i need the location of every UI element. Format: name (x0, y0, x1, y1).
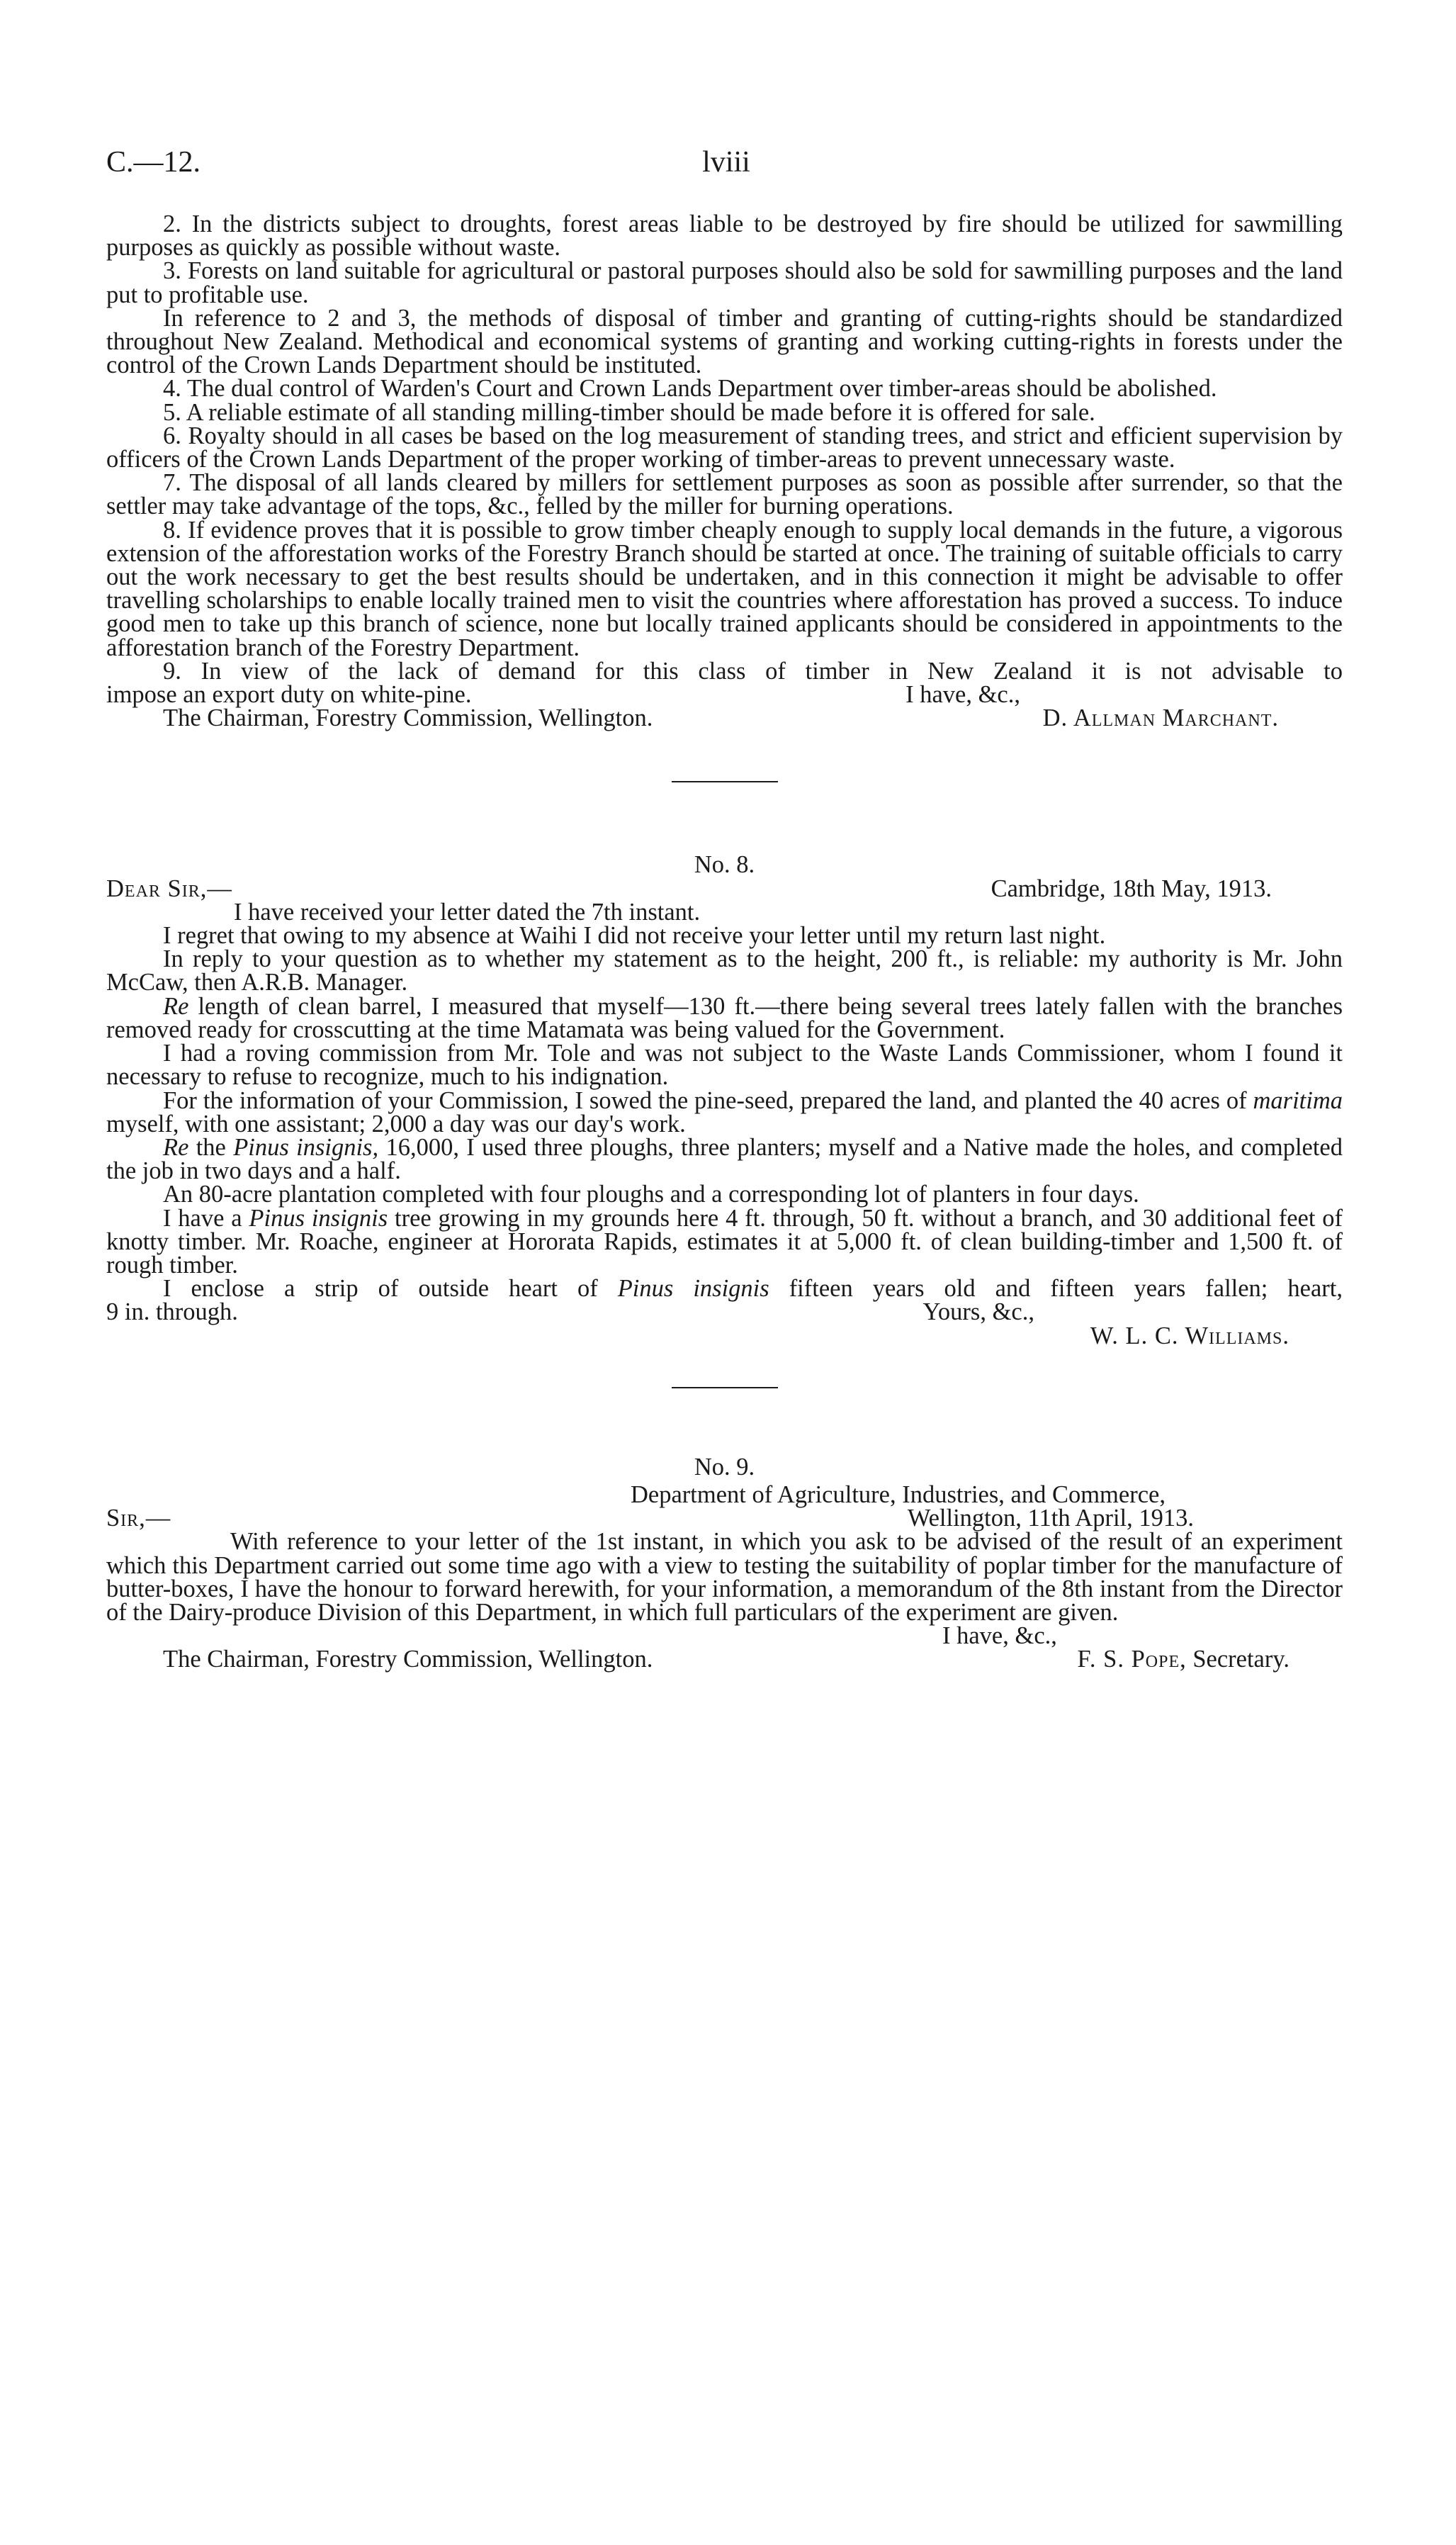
paragraph-text: I enclose a strip of outside heart of (163, 1275, 618, 1303)
paragraph: In reply to your question as to whether my statement as to the height, 200 ft., is reliable: my authority is Mr. John McCaw, then A.R.B. Manager. (106, 945, 1343, 996)
paragraph-end: impose an export duty on white-pine. (106, 681, 472, 709)
paragraph-text: I have a (163, 1204, 249, 1232)
letter-number: No. 9. (694, 1453, 755, 1481)
closing: Yours, &c., (922, 1298, 1034, 1326)
paragraph (106, 1086, 1343, 1137)
paragraph: An 80-acre plantation completed with four ploughs and a corresponding lot of planters in four days. (163, 1181, 1139, 1208)
paragraph-text: myself, with one assistant; 2,000 a day was our day's work. (106, 1110, 686, 1137)
salutation: Dear Sir,— (106, 875, 232, 902)
letter-heading-row (106, 877, 1343, 901)
italic-text: Re (163, 992, 189, 1020)
paragraph: 7. The disposal of all lands cleared by millers for settlement purposes as soon as possible after surrender, so that the settler may take advantage of the tops, &c., felled by the miller for burning operations. (106, 469, 1343, 520)
paragraph: I regret that owing to my absence at Waihi I did not receive your letter until my return last night. (163, 922, 1106, 950)
addressee: The Chairman, Forestry Commission, Wellington. (163, 704, 653, 732)
paragraph-text: For the information of your Commission, I sowed the pine-seed, prepared the land, and planted the 40 acres of (163, 1086, 1253, 1114)
letter-number: No. 8. (694, 851, 755, 879)
page-number: lviii (702, 146, 750, 179)
paragraph (106, 1275, 1343, 1303)
paragraph (106, 1204, 1343, 1279)
place-date: Cambridge, 18th May, 1913. (991, 875, 1272, 902)
document-code: C.—12. (106, 146, 201, 179)
signature-title: Secretary. (1192, 1646, 1289, 1673)
place-date: Wellington, 11th April, 1913. (907, 1505, 1194, 1532)
department-line: Department of Agriculture, Industries, and Commerce, (631, 1481, 1166, 1508)
paragraph (106, 1133, 1343, 1185)
italic-text: Pinus insignis (617, 1275, 769, 1303)
closing: I have, &c., (942, 1622, 1057, 1650)
paragraph: 6. Royalty should in all cases be based on the log measurement of standing trees, and strict and efficient supervision by officers of the Crown Lands Department of the proper working of timber-areas to prevent unnecessary waste. (106, 422, 1343, 473)
paragraph-text: the (188, 1133, 234, 1161)
italic-text: Pinus insignis (249, 1204, 388, 1232)
signature-row (106, 1648, 1343, 1671)
paragraph: I have received your letter dated the 7th instant. (234, 898, 701, 926)
paragraph: 5. A reliable estimate of all standing milling-timber should be made before it is offered for sale. (163, 398, 1095, 426)
letter-no-9 (106, 1453, 1343, 1673)
salutation: Sir,— (106, 1505, 171, 1532)
page-header (106, 145, 1346, 188)
signature-row (106, 1322, 1343, 1349)
letter-heading-row (106, 1507, 1343, 1530)
italic-text: maritima (1253, 1086, 1343, 1114)
addressee: The Chairman, Forestry Commission, Wellington. (163, 1646, 653, 1673)
paragraph-text: tree growing in my grounds here 4 ft. through, 50 ft. without a branch, and 30 additional feet of knotty timber. Mr. Roache, engineer at Hororata Rapids, estimates it at 5,000 ft. of clean building-timber and 1,500 ft. of rough timber. (106, 1204, 1343, 1279)
closing-row (106, 1300, 1343, 1324)
letter-no-8 (106, 853, 1343, 1347)
signature: W. L. C. Williams. (1090, 1322, 1289, 1349)
paragraph-end: 9 in. through. (106, 1298, 238, 1326)
signature: D. Allman Marchant. (1042, 704, 1279, 732)
signature-row (106, 704, 1343, 732)
signature (1077, 1648, 1289, 1671)
closing-row (106, 683, 1343, 707)
paragraph: 2. In the districts subject to droughts, forest areas liable to be destroyed by fire should be utilized for sawmilling purposes as quickly as possible without waste. (106, 210, 1343, 262)
paragraph-text: length of clean barrel, I measured that myself—130 ft.—there being several trees lately fallen with the branches removed ready for crosscutting at the time Matamata was being valued for the Government. (106, 992, 1343, 1043)
paragraph-text: 16,000, I used three ploughs, three planters; myself and a Native made the holes, and completed the job in two days and a half. (106, 1133, 1343, 1185)
paragraph-text: fifteen years old and fifteen years fallen; heart, (769, 1275, 1343, 1303)
paragraph: In reference to 2 and 3, the methods of disposal of timber and granting of cutting-rights should be standardized throughout New Zealand. Methodical and economical systems of granting and working cutting-rights in forests under the control of the Crown Lands Department should be instituted. (106, 304, 1343, 379)
paragraph: I had a roving commission from Mr. Tole and was not subject to the Waste Lands Commissioner, whom I found it necessary to refuse to recognize, much to his indignation. (106, 1040, 1343, 1091)
recommendations-section (106, 210, 1343, 732)
paragraph: 8. If evidence proves that it is possible to grow timber cheaply enough to supply local demands in the future, a vigorous extension of the afforestation works of the Forestry Branch should be started at once. The training of suitable officials to carry out the work necessary to get the best results should be undertaken, and in this connection it might be advisable to offer travelling scholarships to enable locally trained men to visit the countries where afforestation has proved a success. To induce good men to take up this branch of science, none but locally trained applicants should be considered in appointments to the afforestation branch of the Forestry Department. (106, 516, 1343, 661)
italic-text: Re (163, 1133, 189, 1161)
paragraph (106, 992, 1343, 1043)
closing: I have, &c., (905, 681, 1020, 709)
paragraph: 9. In view of the lack of demand for this class of timber in New Zealand it is not advisable to (163, 657, 1343, 685)
paragraph: 4. The dual control of Warden's Court and Crown Lands Department over timber-areas should be abolished. (163, 375, 1217, 403)
page-body (106, 210, 1343, 1673)
signature-name: F. S. Pope, (1077, 1646, 1187, 1673)
paragraph: With reference to your letter of the 1st instant, in which you ask to be advised of the result of an experiment which this Department carried out some time ago with a view to testing the suitability of poplar timber for the manufacture of butter-boxes, I have the honour to forward herewith, for your information, a memorandum of the 8th instant from the Director of the Dairy-produce Division of this Department, in which full particulars of the experiment are given. (106, 1528, 1343, 1626)
paragraph: 3. Forests on land suitable for agricultural or pastoral purposes should also be sold for sawmilling purposes and the land put to profitable use. (106, 257, 1343, 308)
italic-text: Pinus insignis, (233, 1133, 379, 1161)
